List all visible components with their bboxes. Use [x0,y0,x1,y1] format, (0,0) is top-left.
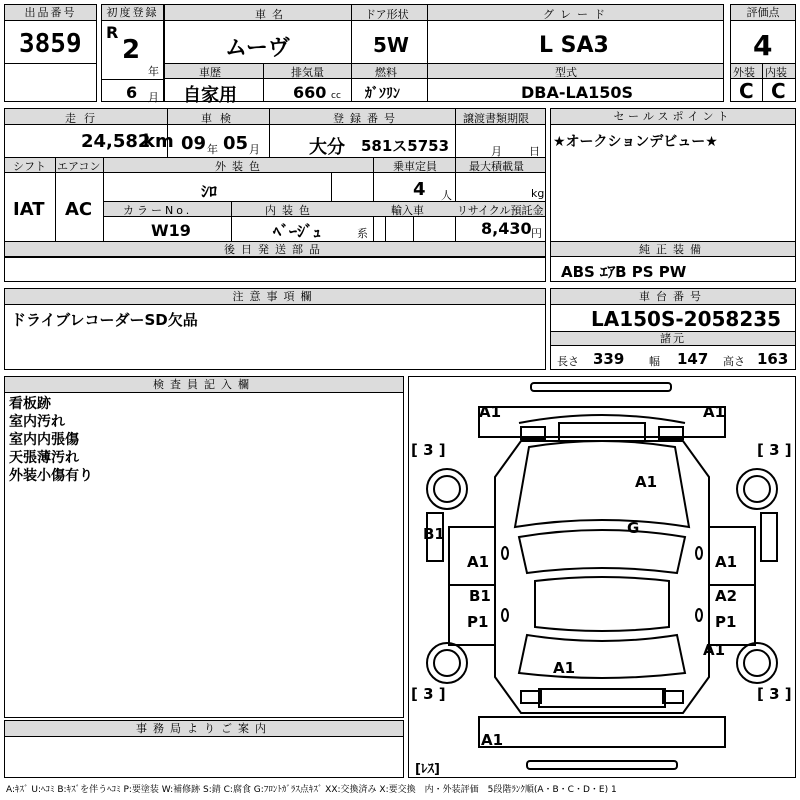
inspector-line: 天張薄汚れ [9,450,79,466]
mileage-unit: km [143,131,174,152]
model-label: 型式 [555,66,577,79]
inspector-line: 室内内張傷 [9,432,79,448]
height: 163 [757,350,789,368]
damage-mark: [ﾚｽ] [415,762,440,777]
legend: A:ｷｽﾞ U:ﾍｺﾐ B:ｷｽﾞを伴うﾍｺﾐ P:要塗装 W:補修跡 S:錆 C:腐食 G:ﾌﾛﾝﾄｶﾞﾗｽ点ｷｽﾞ XX:交換済み X:要交換 内・外装評価 5段階ﾗﾝｸ順(A・B・C・D・E) 1 [6,785,617,795]
reg-no-label: 登録番号 [333,112,401,125]
insp-month-unit: 月 [249,143,260,156]
displacement-label: 排気量 [291,66,324,79]
damage-mark: G [627,519,640,537]
length: 339 [593,350,625,368]
int-color: ﾍﾞｰｼﾞｭ [273,222,322,241]
length-label: 長さ [557,355,579,368]
capacity: 4 [413,179,426,200]
transfer-month-unit: 月 [491,145,502,158]
grade-label: グレード [543,8,611,21]
car-name-label: 車名 [255,8,289,21]
chassis-label: 車台番号 [551,289,795,305]
damage-mark: A1 [715,553,738,571]
later-parts-label: 後日発送部品 [5,242,545,257]
car-name: ムーヴ [225,36,290,61]
height-label: 高さ [723,355,745,368]
capacity-label: 乗車定員 [393,160,437,173]
first-reg-year: 2 [122,35,141,65]
damage-mark: [ 3 ] [411,441,446,459]
shift: IAT [13,199,45,220]
year-unit: 年 [148,65,159,78]
damage-mark: [ 3 ] [757,441,792,459]
caution-box [4,288,546,370]
max-load-label: 最大積載量 [469,160,524,173]
fuel-label: 燃料 [375,66,397,79]
score-box [730,4,796,102]
score-label: 評価点 [731,5,795,21]
first-reg-label: 初度登録 [102,5,163,21]
damage-mark: P1 [467,613,489,631]
ext-color-label: 外装色 [215,160,266,173]
car-info-box [164,4,724,106]
lot-label: 出品番号 [5,5,96,21]
lot-number: 3859 [19,29,82,59]
recycle-unit: 円 [531,227,542,240]
model: DBA-LA150S [521,83,633,102]
damage-mark: B1 [469,587,491,605]
recycle: 8,430 [481,219,532,238]
import-label: 輸入車 [391,204,424,217]
ext-color: ｼﾛ [201,182,218,201]
exterior-score: C [739,79,754,103]
equipment: ABS ｴｱB PS PW [561,263,687,281]
exterior-score-label: 外装 [733,66,755,79]
office-label: 事務局よりご案内 [5,721,403,737]
inspection-label: 車検 [201,112,239,125]
transfer-day-unit: 日 [529,145,540,158]
chassis-box [550,288,796,370]
damage-mark: A1 [467,553,490,571]
spec-label: 諸元 [551,332,795,346]
damage-mark: A1 [703,641,726,659]
details-box [4,108,546,282]
int-color-unit: 系 [357,227,368,240]
lot-box [4,4,97,102]
inspector-notes [9,395,93,485]
first-reg-box [101,4,164,102]
recycle-label: リサイクル預託金 [457,204,544,217]
int-color-label: 内装色 [265,204,316,217]
insp-year: 09 [181,133,207,154]
damage-mark: A1 [553,659,576,677]
transfer-label: 譲渡書類期限 [463,112,529,125]
history: 自家用 [183,85,237,106]
color-no: W19 [151,221,191,240]
office-box [4,720,404,778]
inspector-line: 看板跡 [9,396,51,412]
damage-mark: A1 [479,403,502,421]
damage-mark: P1 [715,613,737,631]
color-no-label: カラーNo. [123,204,193,217]
insp-year-unit: 年 [207,143,218,156]
chassis-number: LA150S-2058235 [591,307,782,331]
interior-score: C [771,79,786,103]
inspector-box [4,376,404,718]
caution-label: 注意事項欄 [5,289,545,305]
damage-mark: A2 [715,587,738,605]
sales-point-box [550,108,796,282]
shift-label: シフト [13,160,46,173]
displacement: 660 [293,83,327,102]
inspector-line: 外装小傷有り [9,468,93,484]
car-diagram [408,376,796,778]
insp-month: 05 [223,133,249,154]
fuel: ｶﾞｿﾘﾝ [365,86,400,102]
history-label: 車歴 [199,66,221,79]
mileage: 24,582 [81,131,151,152]
first-reg-month: 6 [126,83,138,102]
equipment-label: 純正装備 [551,242,795,257]
car-diagram-svg [409,377,795,777]
damage-mark: [ 3 ] [757,685,792,703]
reg-area: 大分 [309,137,345,158]
score: 4 [753,29,773,62]
damage-mark: B1 [423,525,445,543]
inspector-line: 室内汚れ [9,414,65,430]
mileage-label: 走行 [65,112,103,125]
capacity-unit: 人 [441,189,452,202]
ac: AC [65,199,93,220]
displacement-unit: cc [331,91,341,101]
door-label: ドア形状 [365,8,409,21]
interior-score-label: 内装 [765,66,787,79]
damage-mark: A1 [481,731,504,749]
damage-mark: A1 [703,403,726,421]
sales-point: ★オークションデビュー★ [553,134,718,150]
inspector-label: 検査員記入欄 [5,377,403,393]
sales-point-label: セールスポイント [551,109,795,125]
reg-number: 581ス5753 [361,137,450,155]
width: 147 [677,350,709,368]
era: R [106,23,119,42]
damage-mark: A1 [635,473,658,491]
width-label: 幅 [649,355,660,368]
door-type: 5W [373,33,409,57]
grade: L SA3 [539,33,609,58]
ac-label: エアコン [57,160,101,173]
caution-text: ドライブレコーダーSD欠品 [11,311,198,329]
damage-mark: [ 3 ] [411,685,446,703]
month-unit: 月 [148,91,159,104]
max-load-unit: kg [531,187,545,200]
